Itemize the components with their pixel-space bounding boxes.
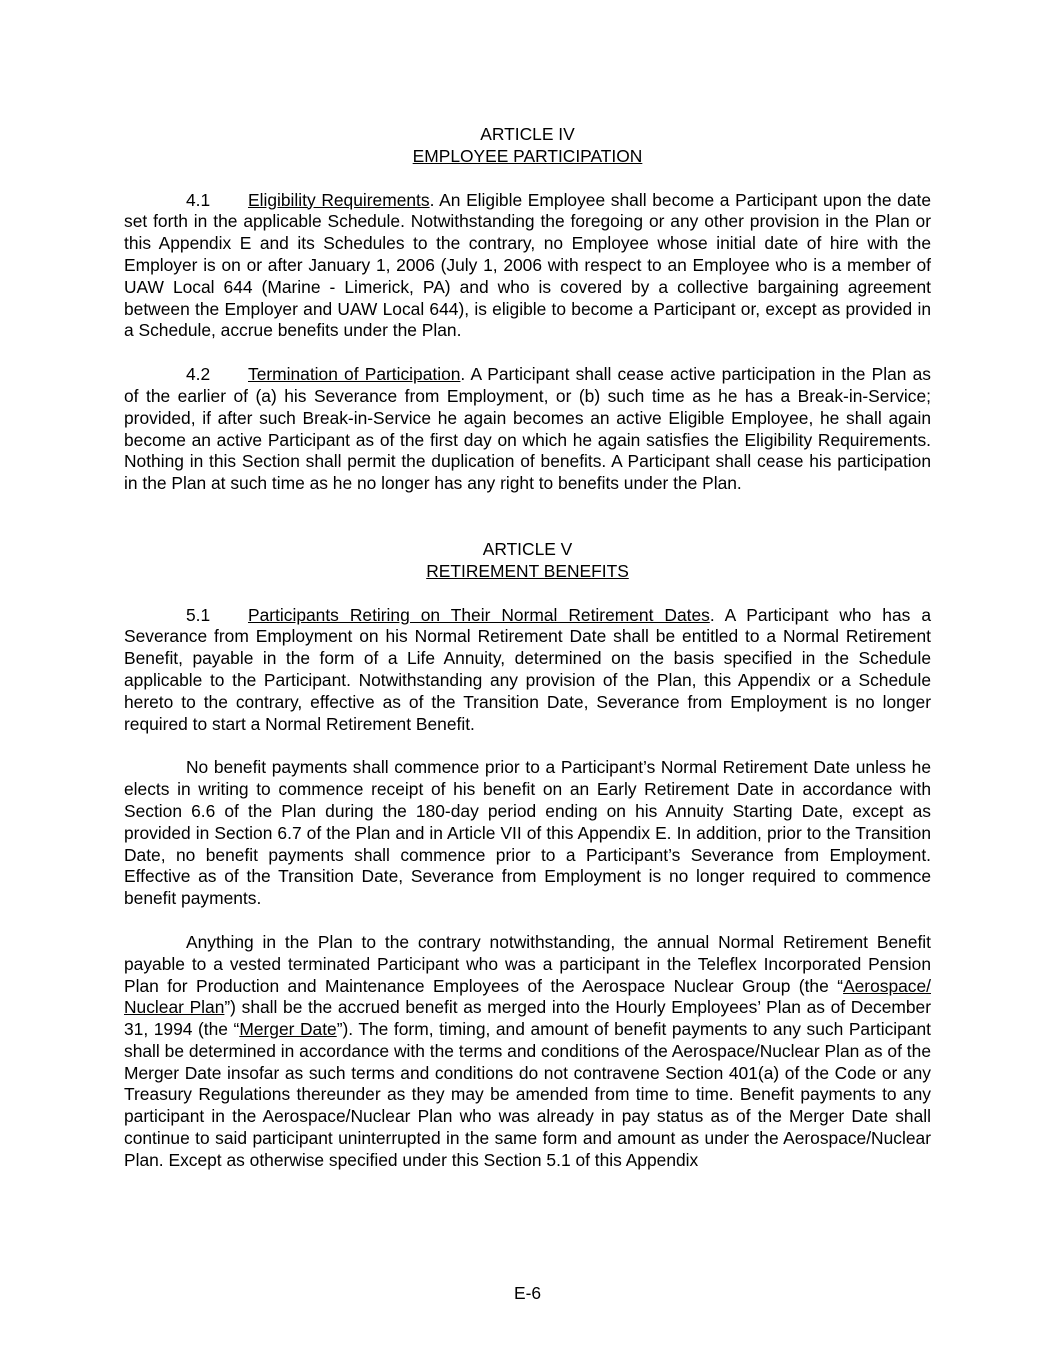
article-iv-title: ARTICLE IV (480, 124, 575, 144)
section-5-1 (124, 605, 931, 736)
article-iv-subtitle: EMPLOYEE PARTICIPATION (412, 145, 643, 166)
section-4-1 (124, 190, 931, 343)
paragraph-3-text-1: Anything in the Plan to the contrary notwithstanding, the annual Normal Retirement Benefit payable to a vested terminated Participant who was a participant in the Teleflex Incorporated Pension Plan for Production and Maintenance Employees of the Aerospace Nuclear Group (the “ (124, 931, 931, 996)
article-iv-heading (124, 124, 931, 168)
article-v-subtitle: RETIREMENT BENEFITS (426, 560, 629, 581)
paragraph-3-text-2: ”) shall be the accrued benefit as merged into the Hourly Employees’ Plan as of December 31, 1994 (the “ (124, 997, 931, 1040)
merger-date-term: Merger Date (239, 1019, 337, 1040)
section-5-1-paragraph-2: No benefit payments shall commence prior to a Participant’s Normal Retirement Date unless he elects in writing to commence receipt of his benefit on an Early Retirement Date in accordance with Section 6.6 of the Plan during the 180-day period ending on his Annuity Starting Date, except as provided in Section 6.7 of the Plan and in Article VII of this Appendix E. In addition, prior to the Transition Date, no benefit payments shall commence prior to a Participant’s Severance from Employment. Effective as of the Transition Date, Severance from Employment is no longer required to commence benefit payments. (124, 757, 931, 909)
page-number: E-6 (513, 1283, 542, 1303)
section-4-1-number: 4.1 (186, 189, 211, 210)
section-5-1-number: 5.1 (186, 604, 211, 625)
aerospace-nuclear-plan-term: Aerospace/ Nuclear Plan (124, 975, 931, 1018)
section-5-1-paragraph-3 (124, 932, 931, 1172)
document-page (124, 124, 931, 1172)
section-5-1-heading: Participants Retiring on Their Normal Retirement Dates (248, 604, 710, 625)
section-4-2 (124, 364, 931, 495)
article-v-title: ARTICLE V (482, 538, 573, 559)
paragraph-3-text-3: ”). The form, timing, and amount of benefit payments to any such Participant shall be determined in accordance with the terms and conditions of the Aerospace/Nuclear Plan as of the Merger Date insofar as such terms and conditions do not contravene Section 401(a) of the Code or any Treasury Regulations thereunder as they may be amended from time to time. Benefit payments to any participant in the Aerospace/Nuclear Plan who was already in pay status as of the Merger Date shall continue to said participant uninterrupted in the same form and amount as under the Aerospace/Nuclear Plan. Except as otherwise specified under this Section 5.1 of this Appendix (124, 1019, 931, 1170)
section-4-1-text: . An Eligible Employee shall become a Participant upon the date set forth in the applicable Schedule. Notwithstanding the foregoing or any other provision in the Plan or this Appendix E and its Schedules to the contrary, no Employee whose initial date of hire with the Employer is on or after January 1, 2006 (July 1, 2006 with respect to an Employee who is a member of UAW Local 644 (Marine - Limerick, PA) and who is covered by a collective bargaining agreement between the Employer and UAW Local 644), is eligible to become a Participant or, except as provided in a Schedule, accrue benefits under the Plan. (124, 189, 932, 341)
section-5-1-text: . A Participant who has a Severance from Employment on his Normal Retirement Date shall be entitled to a Normal Retirement Benefit, payable in the form of a Life Annuity, determined on the basis specified in the Schedule applicable to the Participant. Notwithstanding any provision of the Plan, this Appendix or a Schedule hereto to the contrary, effective as of the Transition Date, Severance from Employment is no longer required to start a Normal Retirement Benefit. (124, 604, 931, 734)
article-v-heading (124, 539, 931, 583)
section-4-2-number: 4.2 (186, 364, 211, 385)
section-4-2-text: . A Participant shall cease active participation in the Plan as of the earlier of (a) his Severance from Employment, or (b) such time as he has a Break-in-Service; provided, if after such Break-in-Service he again becomes an active Eligible Employee, he shall again become an active Participant as of the first day on which he again satisfies the Eligibility Requirements. Nothing in this Section shall permit the duplication of benefits. A Participant shall cease his participation in the Plan at such time as he no longer has any right to benefits under the Plan. (124, 364, 931, 494)
section-4-2-heading: Termination of Participation (248, 364, 461, 385)
section-4-1-heading: Eligibility Requirements (248, 189, 430, 210)
